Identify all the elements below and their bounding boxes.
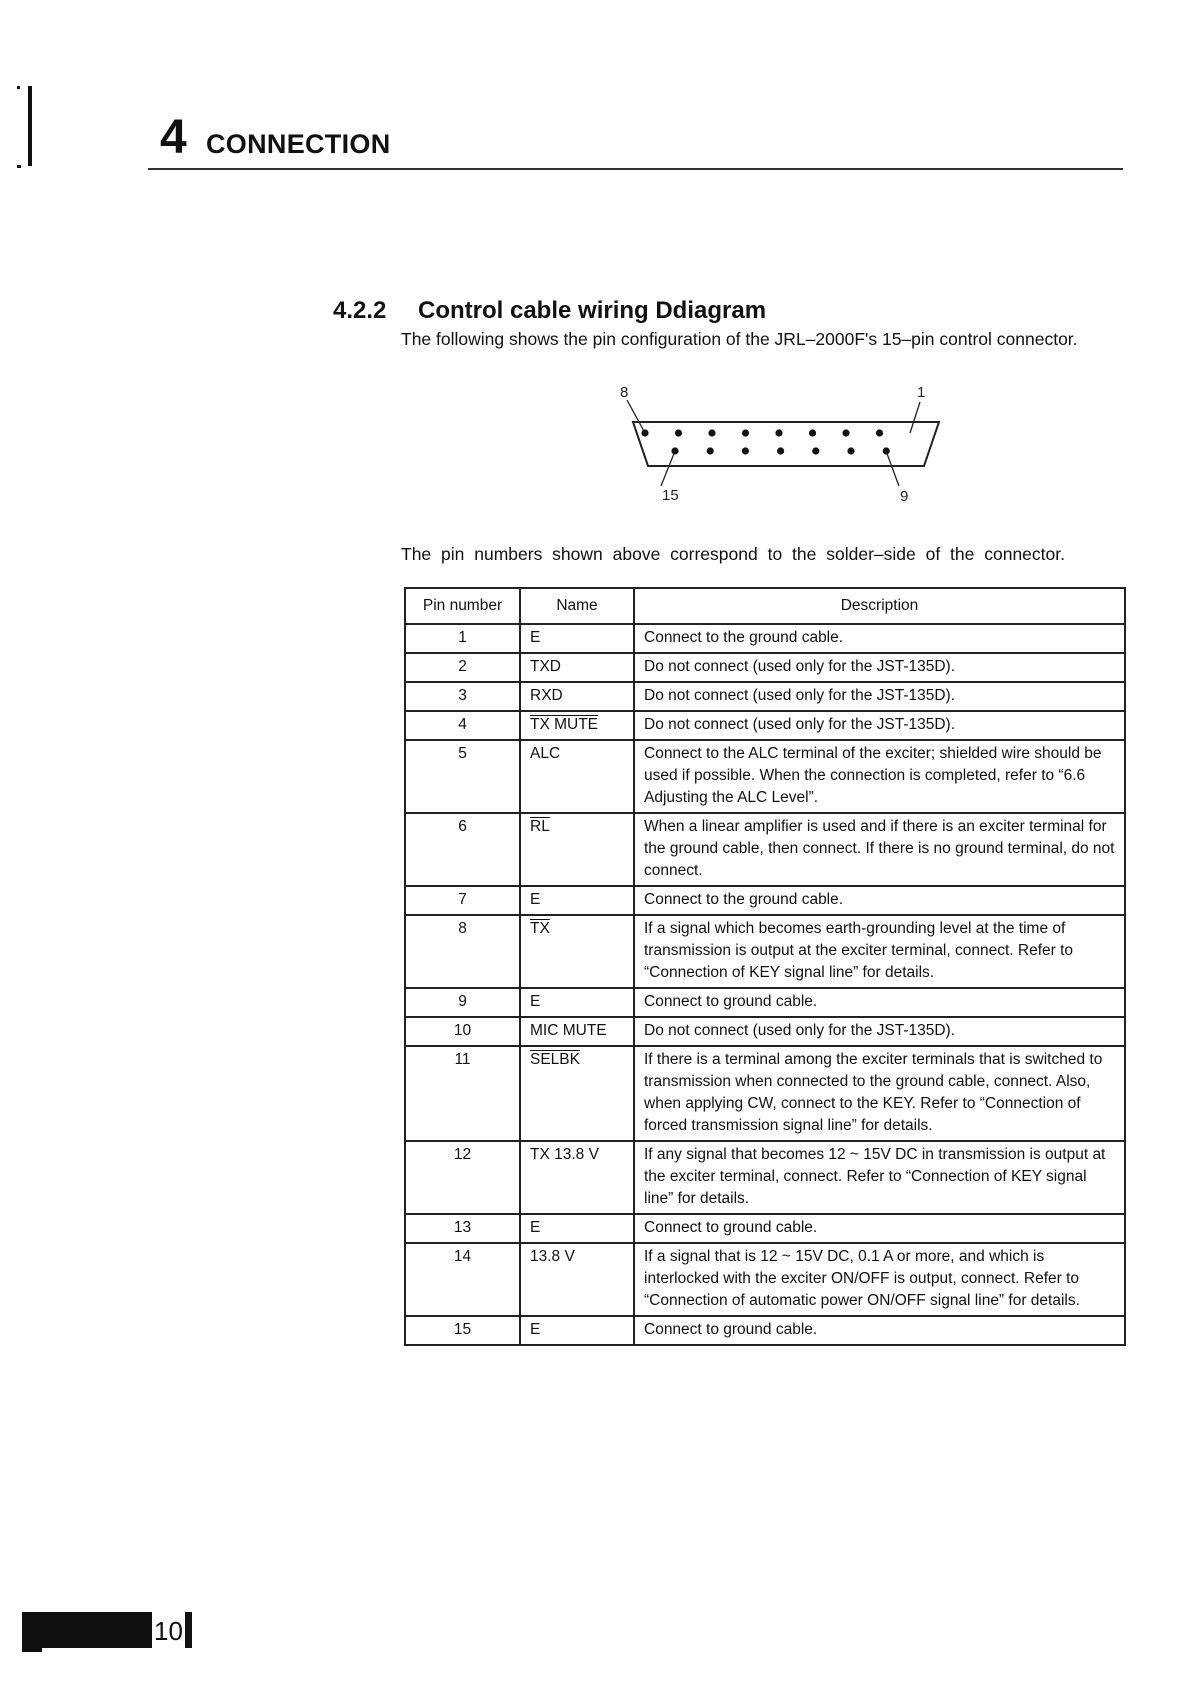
active-low-signal-name: $\overline{RL}$	[530, 818, 550, 835]
table-row	[405, 711, 1125, 740]
pin-number-cell: 2	[405, 653, 520, 682]
pin-name-cell: E	[520, 988, 634, 1017]
pin-label-1: 1	[917, 384, 926, 401]
page-tab	[22, 1612, 152, 1648]
pin-name-cell	[520, 915, 634, 988]
table-row	[405, 1046, 1125, 1141]
connector-pin	[708, 429, 715, 436]
connector-pin	[742, 447, 749, 454]
pin-description-cell: Connect to the ALC terminal of the exciter; shielded wire should be used if possible. When the connection is completed, refer to “6.6 Adjusting the ALC Level”.	[634, 740, 1125, 813]
connector-shell	[633, 422, 939, 466]
pin-description-cell: If a signal which becomes earth-grounding level at the time of transmission is output at the exciter terminal, connect. Refer to “Connection of KEY signal line” for details.	[634, 915, 1125, 988]
table-row	[405, 886, 1125, 915]
binding-mark-dot	[17, 165, 21, 168]
pin-number-cell: 13	[405, 1214, 520, 1243]
section-intro: The following shows the pin configuration of the JRL–2000F's 15–pin control connector.	[401, 329, 1078, 349]
pin-row-top	[641, 429, 883, 436]
pin-description-cell: Connect to the ground cable.	[634, 624, 1125, 653]
chapter-number: 4	[160, 111, 187, 164]
table-row	[405, 1017, 1125, 1046]
solder-side-note: The pin numbers shown above correspond to the solder–side of the connector.	[401, 544, 1065, 564]
table-row	[405, 988, 1125, 1017]
pin-description-cell: Connect to ground cable.	[634, 988, 1125, 1017]
pin-number-cell: 6	[405, 813, 520, 886]
pin-row-bottom	[671, 447, 889, 454]
pin-label-9: 9	[900, 488, 909, 505]
pin-number-cell: 8	[405, 915, 520, 988]
table-row	[405, 1243, 1125, 1316]
table-row	[405, 653, 1125, 682]
pin-name-cell: E	[520, 1214, 634, 1243]
leader-line-1	[910, 402, 920, 433]
active-low-signal-name: SELBK	[530, 1051, 580, 1068]
table-row	[405, 1214, 1125, 1243]
pin-number-cell: 5	[405, 740, 520, 813]
table-header-row	[405, 588, 1125, 624]
pin-number-cell: 7	[405, 886, 520, 915]
pin-name-cell: TX 13.8 V	[520, 1141, 634, 1214]
section-number: 4.2.2	[333, 297, 387, 324]
connector-pin	[777, 447, 784, 454]
page-number: 10	[154, 1616, 183, 1646]
connector-pin	[707, 447, 714, 454]
pin-description-cell: If any signal that becomes 12 ~ 15V DC in transmission is output at the exciter terminal, connect. Refer to “Connection of KEY signal line” for details.	[634, 1141, 1125, 1214]
pin-name-cell: E	[520, 1316, 634, 1345]
connector-pin	[775, 429, 782, 436]
table-row	[405, 1141, 1125, 1214]
pin-description-cell: Connect to the ground cable.	[634, 886, 1125, 915]
binding-mark	[28, 86, 32, 166]
connector-pin	[842, 429, 849, 436]
pin-name-cell: TXD	[520, 653, 634, 682]
pin-label-15: 15	[662, 487, 679, 504]
pin-description-cell: Do not connect (used only for the JST-135D).	[634, 711, 1125, 740]
pin-number-cell: 4	[405, 711, 520, 740]
pin-name-cell	[520, 711, 634, 740]
pin-name-cell: MIC MUTE	[520, 1017, 634, 1046]
pin-number-cell: 15	[405, 1316, 520, 1345]
active-low-signal-name: $\overline{TX}$	[530, 920, 550, 937]
pin-description-cell: If there is a terminal among the exciter terminals that is switched to transmission when connected to the ground cable, connect. Also, when applying CW, connect to the KEY. Refer to “Connection of forced transmission signal line” for details.	[634, 1046, 1125, 1141]
table-row	[405, 915, 1125, 988]
pin-number-cell: 3	[405, 682, 520, 711]
pin-name-cell: ALC	[520, 740, 634, 813]
chapter-title: CONNECTION	[206, 129, 391, 159]
leader-line-15	[661, 451, 675, 486]
section-title: Control cable wiring Ddiagram	[418, 297, 767, 324]
header-description: Description	[634, 588, 1125, 624]
active-low-signal-name: TX MUTE	[530, 716, 599, 733]
pin-description-cell: Connect to ground cable.	[634, 1214, 1125, 1243]
connector-pin	[847, 447, 854, 454]
connector-pin	[742, 429, 749, 436]
pin-name-cell	[520, 1046, 634, 1141]
table-row	[405, 682, 1125, 711]
pin-name-cell: RXD	[520, 682, 634, 711]
pin-description-cell: Do not connect (used only for the JST-135D).	[634, 682, 1125, 711]
table-row	[405, 624, 1125, 653]
page-tab-notch	[22, 1646, 42, 1652]
connector-pin	[876, 429, 883, 436]
connector-pin	[812, 447, 819, 454]
table-row	[405, 1316, 1125, 1345]
pin-number-cell: 11	[405, 1046, 520, 1141]
pin-number-cell: 1	[405, 624, 520, 653]
pin-description-cell: Do not connect (used only for the JST-135D).	[634, 653, 1125, 682]
pin-description-cell: When a linear amplifier is used and if there is an exciter terminal for the ground cable, then connect. If there is no ground terminal, do not connect.	[634, 813, 1125, 886]
pin-number-cell: 10	[405, 1017, 520, 1046]
pin-name-cell: 13.8 V	[520, 1243, 634, 1316]
table-row	[405, 813, 1125, 886]
leader-line-9	[886, 451, 899, 486]
pin-name-cell: E	[520, 886, 634, 915]
pin-number-cell: 12	[405, 1141, 520, 1214]
binding-mark-dot	[17, 86, 20, 89]
pin-name-cell: E	[520, 624, 634, 653]
chapter-header	[148, 110, 1123, 170]
pin-description-cell: Do not connect (used only for the JST-135D).	[634, 1017, 1125, 1046]
pin-table	[404, 587, 1126, 1346]
pin-number-cell: 9	[405, 988, 520, 1017]
pin-description-cell: If a signal that is 12 ~ 15V DC, 0.1 A or more, and which is interlocked with the exciter ON/OFF is output, connect. Refer to “Connection of automatic power ON/OFF signal line” for details.	[634, 1243, 1125, 1316]
connector-pin	[675, 429, 682, 436]
connector-pin	[809, 429, 816, 436]
page-number-bar	[185, 1612, 192, 1648]
connector-diagram	[620, 380, 960, 510]
pin-name-cell	[520, 813, 634, 886]
header-name: Name	[520, 588, 634, 624]
pin-description-cell: Connect to ground cable.	[634, 1316, 1125, 1345]
pin-label-8: 8	[620, 384, 629, 401]
table-row	[405, 740, 1125, 813]
header-pin-number: Pin number	[405, 588, 520, 624]
pin-number-cell: 14	[405, 1243, 520, 1316]
